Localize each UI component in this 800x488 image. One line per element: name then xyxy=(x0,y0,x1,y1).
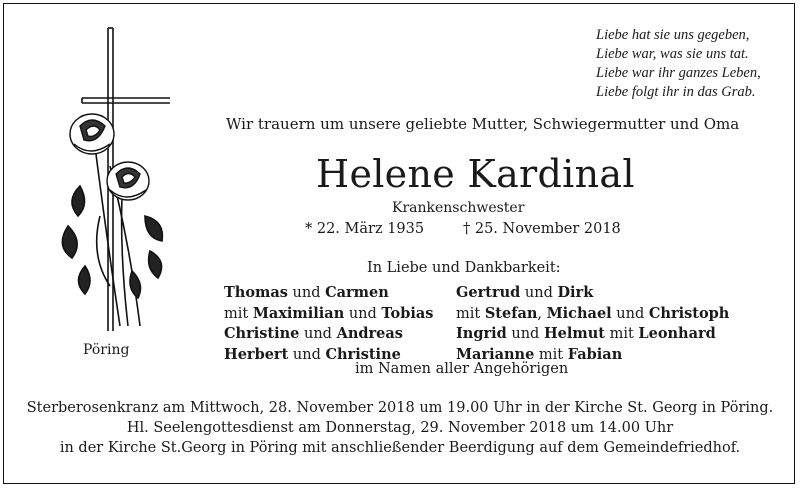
mourner-name: Maximilian xyxy=(252,304,345,322)
deceased-name: Helene Kardinal xyxy=(316,152,635,196)
poem-line: Liebe war ihr ganzes Leben, xyxy=(596,65,761,81)
connector-text: und xyxy=(506,326,544,342)
connector-text: mit xyxy=(534,346,568,363)
mourners-right xyxy=(456,283,729,365)
cross-with-roses-icon xyxy=(50,26,170,336)
poem-line: Liebe war, was sie uns tat. xyxy=(596,46,749,62)
mourner-name: Ingrid xyxy=(456,325,507,342)
connector-text: und xyxy=(611,305,649,322)
mourner-line xyxy=(456,304,729,325)
poem xyxy=(596,26,786,102)
mourners-left xyxy=(224,283,433,365)
mourner-name: Dirk xyxy=(557,284,594,301)
mourner-name: Christine xyxy=(224,325,300,342)
service-details xyxy=(0,398,800,458)
intro-text: Wir trauern um unsere geliebte Mutter, Schwiegermutter und Oma xyxy=(226,115,740,133)
connector-text: und xyxy=(299,326,337,342)
mourner-name: Herbert xyxy=(224,345,289,363)
connector-text: mit xyxy=(604,326,639,342)
connector-text: mit xyxy=(456,305,485,322)
mourner-name: Fabian xyxy=(567,345,623,363)
mourner-line xyxy=(224,304,433,325)
connector-text: und xyxy=(344,305,382,322)
birth-date: * 22. März 1935 xyxy=(305,221,425,237)
connector-text: mit xyxy=(224,305,253,322)
poem-line: Liebe folgt ihr in das Grab. xyxy=(596,84,756,100)
connector-text: und xyxy=(520,285,558,301)
connector-text: und xyxy=(288,346,326,363)
mourner-line xyxy=(456,283,729,304)
mourner-line xyxy=(456,324,729,345)
relatives-line: im Namen aller Angehörigen xyxy=(355,361,569,377)
mourner-name: Michael xyxy=(546,304,612,322)
mourner-name: Stefan xyxy=(484,304,538,322)
death-date: † 25. November 2018 xyxy=(463,221,621,237)
mourner-name: Tobias xyxy=(381,304,434,322)
poem-line: Liebe hat sie uns gegeben, xyxy=(596,27,750,43)
mourner-name: Andreas xyxy=(336,325,403,342)
connector-text: , xyxy=(537,305,547,322)
thanks-line: In Liebe und Dankbarkeit: xyxy=(367,260,561,276)
mourner-name: Carmen xyxy=(325,284,389,301)
service-line: Hl. Seelengottesdienst am Donnerstag, 29. November 2018 um 14.00 Uhr xyxy=(126,420,674,436)
mourner-name: Christoph xyxy=(648,304,730,322)
service-line: in der Kirche St.Georg in Pöring mit anschließender Beerdigung auf dem Gemeindefriedhof. xyxy=(59,440,741,456)
connector-text: und xyxy=(287,285,326,301)
mourner-name: Gertrud xyxy=(456,284,521,301)
mourner-name: Helmut xyxy=(543,325,605,342)
profession: Krankenschwester xyxy=(392,200,525,216)
mourner-name: Marianne xyxy=(456,345,535,363)
place-name: Pöring xyxy=(83,342,130,358)
service-line: Sterberosenkranz am Mittwoch, 28. November 2018 um 19.00 Uhr in der Kirche St. Georg in Pöring. xyxy=(26,400,774,416)
mourner-name: Leonhard xyxy=(638,325,716,342)
mourner-line xyxy=(224,283,433,304)
mourner-name: Thomas xyxy=(224,284,288,301)
mourner-name: Christine xyxy=(325,345,401,363)
mourner-line xyxy=(224,324,433,345)
